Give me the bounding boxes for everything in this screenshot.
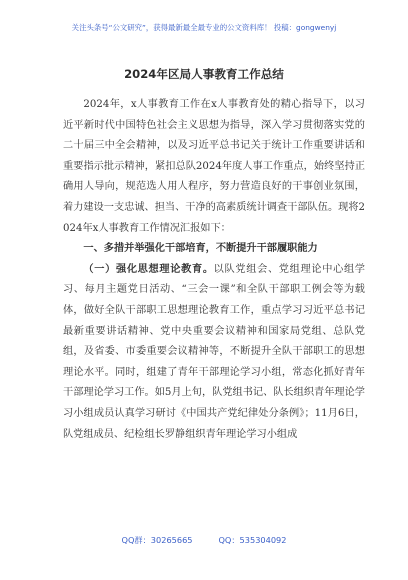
section-heading-1: 一、多措并举强化干部培育，不断提升干部履职能力: [83, 243, 318, 255]
footer-qq-group: QQ群：30265665: [121, 535, 193, 545]
subsection-text-1: 以队党组会、党组理论中心组学习、每月主题党日活动、“三会一课”和全队干部职工例会等为载体，做好全队干部职工思想理论教育工作，重点学习习近平总书记最新重要讲话精神、党中央重要会议精神和国家局党组、总队党组，及省委、市委重要会议精神等，不断提升全队干部职工的思想理论水平。同时，组建了青年干部理论学习小组，常态化抓好青年干部理论学习工作。如5月上旬，队党组书记、队长组织青年理论学习小组成员认真学习研讨《中国共产党纪律处分条例》；11月6日，队党组成员、纪检组长罗静组织青年理论学习小组成: [63, 263, 365, 440]
document-body: [63, 95, 365, 445]
header-banner: 关注头条号“公文研究”，获得最新最全最专业的公文资料库！ 投稿：gongwenyj: [71, 23, 337, 32]
subsection-heading-1: （一）强化思想理论教育。: [83, 263, 214, 275]
intro-paragraph: 2024年，x人事教育工作在x人事教育处的精心指导下，以习近平新时代中国特色社会主义思想为指导，深入学习贯彻落实党的二十届三中全会精神，以及习近平总书记关于统计工作重要讲话和重要指示批示精神，紧扣总队2024年度人事工作重点，始终坚持正确用人导向，规范选人用人程序，努力营造良好的干事创业氛围，着力建设一支忠诚、担当、干净的高素质统计调查干部队伍。现将2024年x人事教育工作情况汇报如下：: [63, 99, 365, 234]
footer-qq: QQ：535304092: [218, 535, 287, 545]
footer-contact: [0, 535, 408, 546]
document-title: 2024年区局人事教育工作总结: [124, 67, 284, 81]
subsection-paragraph-1: [63, 260, 365, 445]
